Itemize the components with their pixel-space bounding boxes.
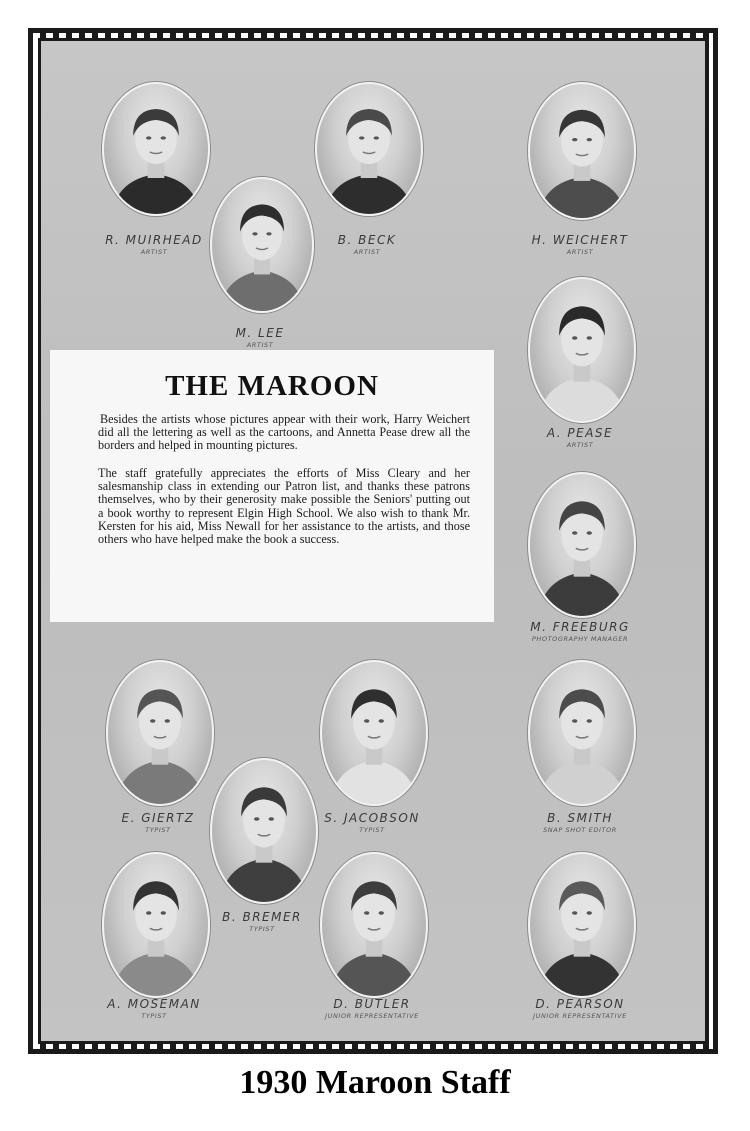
staff-role-a-pease: ARTIST: [566, 441, 594, 449]
staff-name-d-butler: D. BUTLER: [333, 997, 411, 1011]
portrait-photo-b-smith: [528, 660, 636, 806]
portrait-photo-a-moseman: [102, 852, 210, 998]
portrait-photo-s-jacobson: [320, 660, 428, 806]
staff-name-e-giertz: E. GIERTZ: [121, 811, 195, 825]
staff-name-b-bremer: B. BREMER: [222, 910, 302, 924]
staff-role-m-freeburg: PHOTOGRAPHY MANAGER: [531, 635, 629, 643]
staff-role-b-bremer: TYPIST: [249, 925, 275, 933]
paragraph-thanks: The staff gratefully appreciates the efforts of Miss Cleary and her salesmanship class in extending our Patron list, and thanks these patrons themselves, who by their generosity make possible the Seniors' putting out a book worthy to represent Elgin High School. We also wish to thank Mr. Kersten for his aid, Miss Newall for her assistance to the artists, and those others who have helped make the book a success.: [98, 466, 470, 547]
staff-role-d-butler: JUNIOR REPRESENTATIVE: [325, 1012, 419, 1020]
maroon-text-panel: [50, 350, 494, 622]
staff-name-b-beck: B. BECK: [337, 233, 397, 247]
staff-role-b-beck: ARTIST: [353, 248, 381, 256]
portrait-photo-d-butler: [320, 852, 428, 998]
staff-name-m-lee: M. LEE: [235, 326, 285, 340]
page-title: THE MAROON: [165, 370, 379, 402]
staff-name-a-pease: A. PEASE: [546, 426, 614, 440]
staff-name-s-jacobson: S. JACOBSON: [324, 811, 420, 825]
staff-role-m-lee: ARTIST: [246, 341, 274, 349]
staff-name-d-pearson: D. PEARSON: [535, 997, 625, 1011]
paragraph-artists: Besides the artists whose pictures appear with their work, Harry Weichert did all the lettering as well as the cartoons, and Annetta Pease drew all the borders and helped in mounting pictures.: [98, 412, 470, 453]
staff-role-h-weichert: ARTIST: [566, 248, 594, 256]
image-caption: 1930 Maroon Staff: [239, 1064, 511, 1101]
staff-role-e-giertz: TYPIST: [145, 826, 171, 834]
portrait-photo-m-freeburg: [528, 472, 636, 618]
staff-role-r-muirhead: ARTIST: [140, 248, 168, 256]
portrait-photo-e-giertz: [106, 660, 214, 806]
staff-name-r-muirhead: R. MUIRHEAD: [105, 233, 203, 247]
portrait-photo-r-muirhead: [102, 82, 210, 216]
staff-role-b-smith: SNAP SHOT EDITOR: [543, 826, 617, 834]
portrait-photo-a-pease: [528, 277, 636, 423]
staff-name-a-moseman: A. MOSEMAN: [107, 997, 201, 1011]
staff-role-a-moseman: TYPIST: [141, 1012, 167, 1020]
staff-name-b-smith: B. SMITH: [547, 811, 613, 825]
staff-role-d-pearson: JUNIOR REPRESENTATIVE: [533, 1012, 627, 1020]
staff-role-s-jacobson: TYPIST: [359, 826, 385, 834]
staff-name-m-freeburg: M. FREEBURG: [530, 620, 630, 634]
portrait-photo-d-pearson: [528, 852, 636, 998]
portrait-photo-h-weichert: [528, 82, 636, 220]
staff-name-h-weichert: H. WEICHERT: [531, 233, 629, 247]
portrait-photo-b-beck: [315, 82, 423, 216]
